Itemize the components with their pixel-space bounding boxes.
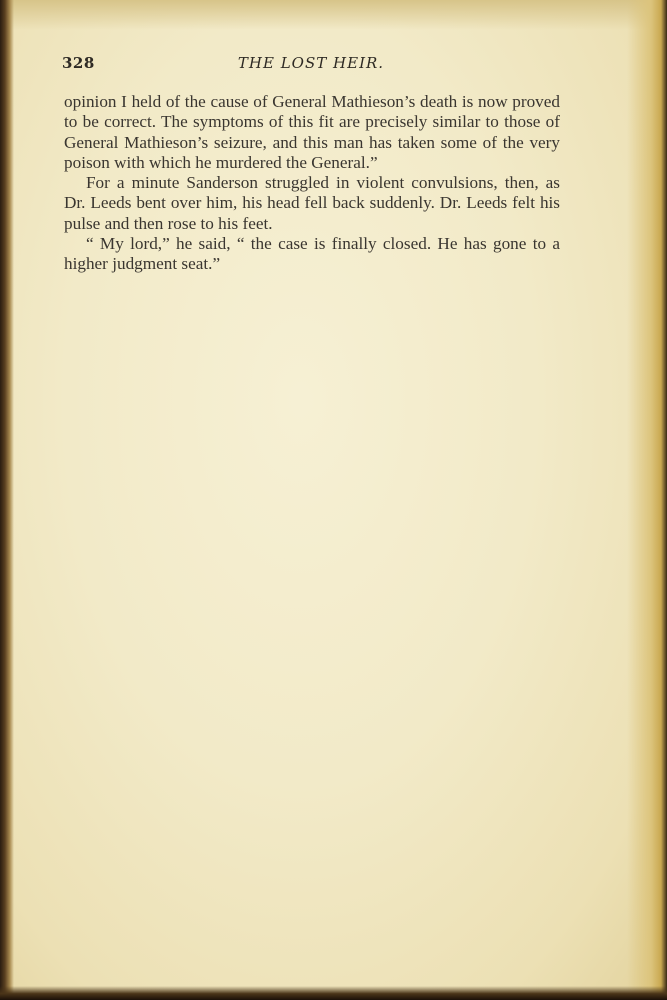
page-binding-edge [0,0,14,1000]
paragraph-convulsions: For a minute Sanderson struggled in violent convulsions, then, as Dr. Leeds bent over him, his head fell back suddenly. Dr. Leeds felt his pulse and then rose to his feet. [64,173,560,233]
page-bottom-edge [0,986,667,1000]
paragraph-continued: opinion I held of the cause of General Mathieson’s death is now proved to be correct. The symptoms of this fit are precisely similar to those of General Mathieson’s seizure, and this man has taken some of the very poison with which he murdered the General.” [64,92,560,172]
running-header [62,54,560,76]
body-text [64,92,560,275]
page-right-edge [627,0,667,1000]
running-title: THE LOST HEIR. [237,54,385,72]
page-number: 328 [62,54,95,72]
page-top-shadow [0,0,667,30]
paragraph-my-lord: “ My lord,” he said, “ the case is finally closed. He has gone to a higher judgment seat.” [64,234,560,274]
